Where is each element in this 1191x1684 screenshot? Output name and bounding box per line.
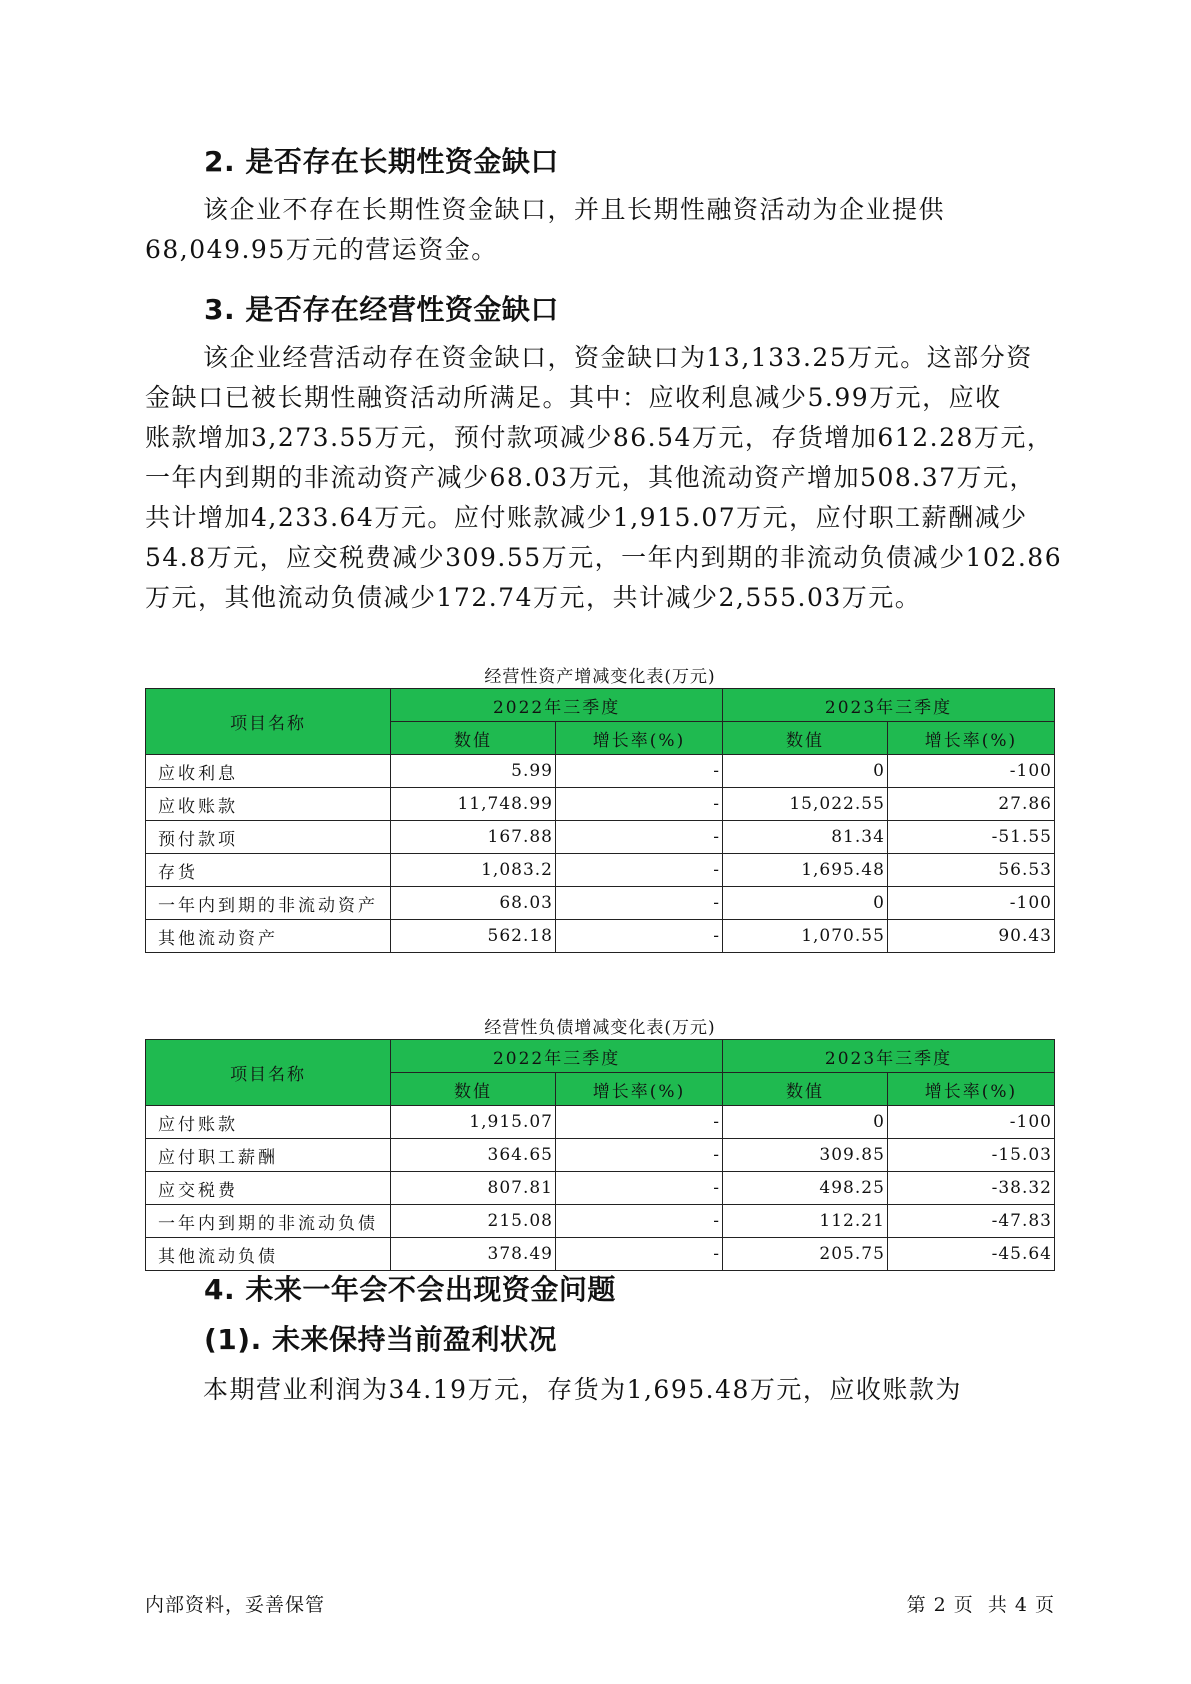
- column-header-value: 数值: [391, 722, 556, 755]
- rate-2022: -: [555, 920, 722, 953]
- value-2023: 498.25: [723, 1172, 888, 1205]
- table-row: [146, 1172, 1055, 1205]
- table-row: [146, 755, 1055, 788]
- column-header-period-2022: 2022年三季度: [391, 1040, 723, 1073]
- value-2023: 81.34: [723, 821, 888, 854]
- section-2-paragraph: [145, 190, 1055, 270]
- table-row: [146, 1106, 1055, 1139]
- column-header-period-2022: 2022年三季度: [391, 689, 723, 722]
- value-2022: 562.18: [391, 920, 556, 953]
- column-header-value: 数值: [723, 722, 888, 755]
- column-header-rate: 增长率(%): [887, 1073, 1054, 1106]
- assets-table: [145, 688, 1055, 953]
- paragraph-line: 金缺口已被长期性融资活动所满足。其中：应收利息减少5.99万元，应收: [145, 383, 1002, 412]
- value-2023: 0: [723, 887, 888, 920]
- rate-2022: -: [555, 887, 722, 920]
- paragraph-line: 万元，其他流动负债减少172.74万元，共计减少2,555.03万元。: [145, 583, 922, 612]
- paragraph-line: 54.8万元，应交税费减少309.55万元，一年内到期的非流动负债减少102.86: [145, 543, 1063, 572]
- value-2023: 0: [723, 755, 888, 788]
- value-2022: 1,083.2: [391, 854, 556, 887]
- row-name: 应收账款: [146, 788, 391, 821]
- value-2022: 1,915.07: [391, 1106, 556, 1139]
- row-name: 应交税费: [146, 1172, 391, 1205]
- rate-2022: -: [555, 1205, 722, 1238]
- rate-2023: -100: [887, 887, 1054, 920]
- value-2023: 205.75: [723, 1238, 888, 1271]
- row-name: 预付款项: [146, 821, 391, 854]
- column-header-value: 数值: [391, 1073, 556, 1106]
- value-2023: 112.21: [723, 1205, 888, 1238]
- value-2023: 15,022.55: [723, 788, 888, 821]
- row-name: 应付职工薪酬: [146, 1139, 391, 1172]
- rate-2022: -: [555, 788, 722, 821]
- column-header-rate: 增长率(%): [555, 1073, 722, 1106]
- rate-2023: -15.03: [887, 1139, 1054, 1172]
- value-2023: 309.85: [723, 1139, 888, 1172]
- column-header-period-2023: 2023年三季度: [723, 689, 1055, 722]
- row-name: 其他流动资产: [146, 920, 391, 953]
- row-name: 其他流动负债: [146, 1238, 391, 1271]
- table-row: [146, 788, 1055, 821]
- table-caption-assets: 经营性资产增减变化表(万元): [484, 667, 716, 687]
- table-row: [146, 920, 1055, 953]
- table-row: [146, 821, 1055, 854]
- rate-2023: 90.43: [887, 920, 1054, 953]
- row-name: 一年内到期的非流动资产: [146, 887, 391, 920]
- footer-page-number: 第 2 页 共 4 页: [906, 1594, 1055, 1616]
- paragraph-line: 共计增加4,233.64万元。应付账款减少1,915.07万元，应付职工薪酬减少: [145, 503, 1028, 532]
- paragraph-line: 本期营业利润为34.19万元，存货为1,695.48万元，应收账款为: [203, 1375, 962, 1404]
- column-header-rate: 增长率(%): [887, 722, 1054, 755]
- rate-2023: -38.32: [887, 1172, 1054, 1205]
- row-name: 存货: [146, 854, 391, 887]
- rate-2023: -51.55: [887, 821, 1054, 854]
- value-2022: 215.08: [391, 1205, 556, 1238]
- rate-2022: -: [555, 1238, 722, 1271]
- section-3-paragraph: [145, 338, 1063, 618]
- value-2022: 167.88: [391, 821, 556, 854]
- table-row: [146, 1238, 1055, 1271]
- section-4-paragraph: [145, 1370, 1055, 1410]
- value-2022: 378.49: [391, 1238, 556, 1271]
- table-row: [146, 1139, 1055, 1172]
- rate-2022: -: [555, 755, 722, 788]
- rate-2022: -: [555, 1106, 722, 1139]
- value-2023: 1,070.55: [723, 920, 888, 953]
- row-name: 一年内到期的非流动负债: [146, 1205, 391, 1238]
- value-2023: 1,695.48: [723, 854, 888, 887]
- section-heading-4: 4. 未来一年会不会出现资金问题: [204, 1273, 616, 1306]
- section-heading-2: 2. 是否存在长期性资金缺口: [204, 145, 559, 178]
- value-2022: 364.65: [391, 1139, 556, 1172]
- footer-confidential-note: 内部资料，妥善保管: [145, 1594, 326, 1616]
- column-header-value: 数值: [723, 1073, 888, 1106]
- rate-2022: -: [555, 821, 722, 854]
- rate-2023: -45.64: [887, 1238, 1054, 1271]
- paragraph-line: 68,049.95万元的营运资金。: [145, 235, 498, 264]
- value-2022: 68.03: [391, 887, 556, 920]
- paragraph-line: 账款增加3,273.55万元，预付款项减少86.54万元，存货增加612.28万元，: [145, 423, 1054, 452]
- column-header-period-2023: 2023年三季度: [723, 1040, 1055, 1073]
- section-heading-3: 3. 是否存在经营性资金缺口: [204, 293, 559, 326]
- column-header-rate: 增长率(%): [555, 722, 722, 755]
- column-header-name: 项目名称: [146, 689, 391, 755]
- table-row: [146, 854, 1055, 887]
- row-name: 应收利息: [146, 755, 391, 788]
- value-2022: 5.99: [391, 755, 556, 788]
- table-row: [146, 1205, 1055, 1238]
- rate-2022: -: [555, 854, 722, 887]
- value-2022: 11,748.99: [391, 788, 556, 821]
- rate-2022: -: [555, 1172, 722, 1205]
- rate-2023: -100: [887, 1106, 1054, 1139]
- rate-2023: -100: [887, 755, 1054, 788]
- rate-2022: -: [555, 1139, 722, 1172]
- paragraph-line: 一年内到期的非流动资产减少68.03万元，其他流动资产增加508.37万元，: [145, 463, 1037, 492]
- table-row: [146, 887, 1055, 920]
- column-header-name: 项目名称: [146, 1040, 391, 1106]
- subsection-heading: (1). 未来保持当前盈利状况: [204, 1323, 557, 1356]
- paragraph-line: 该企业不存在长期性资金缺口，并且长期性融资活动为企业提供: [203, 195, 946, 224]
- paragraph-line: 该企业经营活动存在资金缺口，资金缺口为13,133.25万元。这部分资: [203, 343, 1033, 372]
- liabilities-table: [145, 1039, 1055, 1271]
- table-caption-liabilities: 经营性负债增减变化表(万元): [484, 1018, 716, 1038]
- row-name: 应付账款: [146, 1106, 391, 1139]
- rate-2023: -47.83: [887, 1205, 1054, 1238]
- value-2023: 0: [723, 1106, 888, 1139]
- rate-2023: 27.86: [887, 788, 1054, 821]
- rate-2023: 56.53: [887, 854, 1054, 887]
- value-2022: 807.81: [391, 1172, 556, 1205]
